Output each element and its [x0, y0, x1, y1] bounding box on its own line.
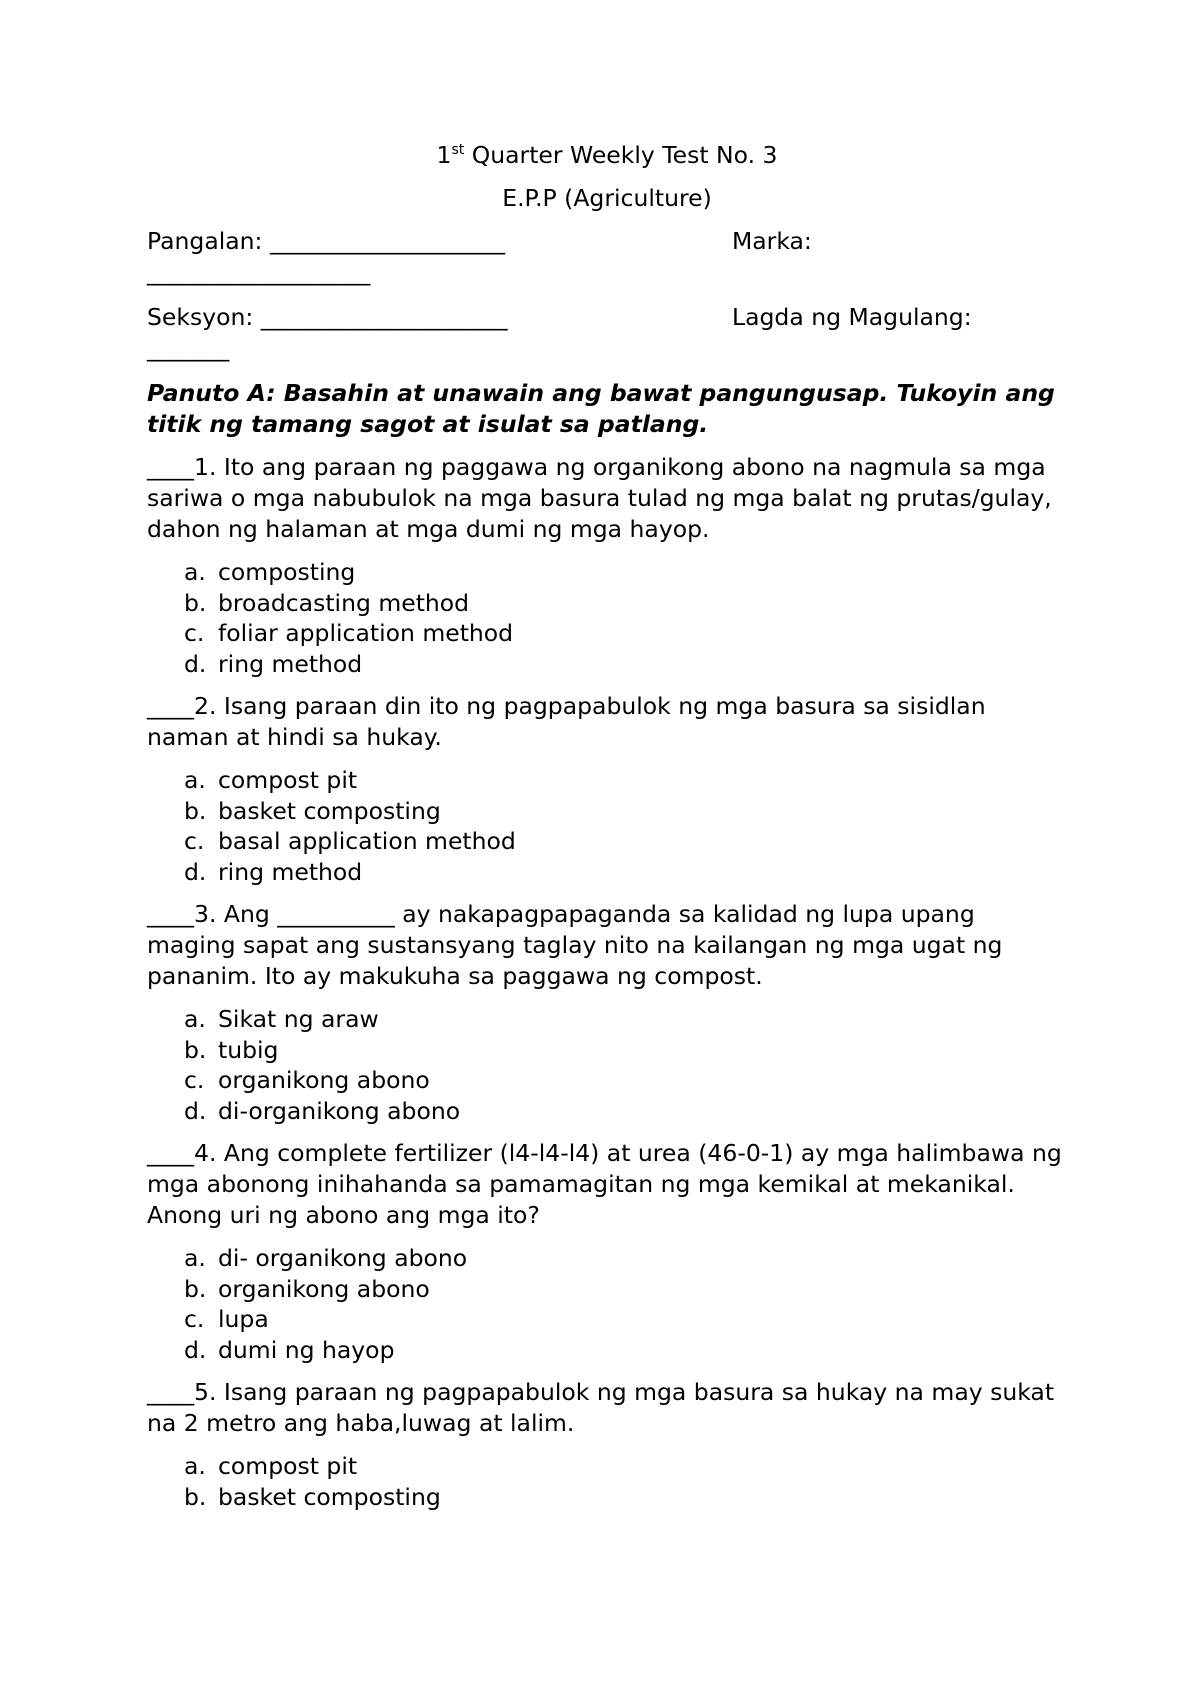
instructions: Panuto A: Basahin at unawain ang bawat pangungusap. Tukoyin ang titik ng tamang sagot at isulat sa patlang.: [147, 379, 1055, 438]
choice-letter: d.: [184, 1096, 207, 1125]
choice: [147, 1243, 1067, 1274]
question-1: ____1. Ito ang paraan ng paggawa ng organikong abono na nagmula sa mga sariwa o mga nabubulok na mga basura tulad ng mga balat ng prutas/gulay, dahon ng halaman at mga dumi ng mga hayop.: [147, 453, 1052, 543]
section-label: Seksyon:: [147, 303, 261, 331]
choice: [147, 1065, 1067, 1096]
name-field: [147, 226, 505, 257]
choice: [147, 1004, 1067, 1035]
choice-letter: d.: [184, 649, 207, 678]
choice: [147, 1482, 1067, 1513]
subject-title: E.P.P (Agriculture): [502, 184, 712, 212]
question-2: ____2. Isang paraan din ito ng pagpapabulok ng mga basura sa sisidlan naman at hindi sa hukay.: [147, 692, 986, 751]
choice-letter: a.: [184, 1005, 206, 1033]
choice-letter: c.: [184, 1066, 205, 1094]
choice-text: tubig: [218, 1035, 279, 1064]
name-grade-row: [147, 226, 1067, 257]
choice-text: basket composting: [218, 796, 441, 825]
choice-letter: b.: [184, 1274, 207, 1303]
choice-text: ring method: [218, 857, 363, 886]
question-3: ____3. Ang __________ ay nakapagpapaganda sa kalidad ng lupa upang maging sapat ang sustansyang taglay nito na kailangan ng mga ugat ng pananim. Ito ay makukuha sa paggawa ng compost.: [147, 900, 1003, 990]
choice-letter: a.: [184, 766, 206, 794]
parent-signature-blank[interactable]: _______: [147, 334, 230, 362]
choice: [147, 1335, 1067, 1366]
title-number: 1: [436, 141, 452, 169]
choice-letter: b.: [184, 588, 207, 617]
choice-text: basal application method: [218, 827, 516, 855]
choice-text: composting: [218, 558, 356, 586]
choice: [147, 588, 1067, 619]
title-text: Quarter Weekly Test No. 3: [464, 141, 778, 169]
choice-text: foliar application method: [218, 619, 514, 647]
question-4-choices: [147, 1243, 1067, 1365]
question-2-choices: [147, 765, 1067, 887]
choice: [147, 765, 1067, 796]
question-4: ____4. Ang complete fertilizer (l4-l4-l4) at urea (46-0-1) ay mga halimbawa ng mga abonong inihahanda sa pamamagitan ng mga kemikal at mekanikal. Anong uri ng abono ang mga ito?: [147, 1139, 1062, 1229]
test-title: [147, 140, 1067, 171]
choice-letter: c.: [184, 827, 205, 855]
choice: [147, 826, 1067, 857]
choice-letter: a.: [184, 1452, 206, 1480]
choice: [147, 557, 1067, 588]
choice-letter: d.: [184, 1335, 207, 1364]
choice: [147, 1096, 1067, 1127]
choice-letter: b.: [184, 796, 207, 825]
section-blank[interactable]: _____________________: [260, 303, 508, 331]
choice: [147, 1304, 1067, 1335]
choice: [147, 796, 1067, 827]
choice: [147, 649, 1067, 680]
grade-label: Marka:: [732, 227, 812, 255]
title-ordinal-suffix: st: [451, 142, 465, 158]
choice-text: di- organikong abono: [218, 1244, 468, 1272]
choice: [147, 1274, 1067, 1305]
choice-letter: d.: [184, 857, 207, 886]
choice-text: compost pit: [218, 766, 358, 794]
question-1-choices: [147, 557, 1067, 679]
choice-text: ring method: [218, 649, 363, 678]
choice-letter: a.: [184, 558, 206, 586]
test-document: [147, 140, 1067, 1524]
choice-letter: c.: [184, 619, 205, 647]
choice-text: lupa: [218, 1305, 269, 1333]
choice-letter: b.: [184, 1482, 207, 1511]
parent-signature-label: Lagda ng Magulang:: [732, 303, 972, 331]
choice: [147, 1451, 1067, 1482]
choice-letter: a.: [184, 1244, 206, 1272]
choice: [147, 857, 1067, 888]
choice: [147, 1035, 1067, 1066]
question-5: ____5. Isang paraan ng pagpapabulok ng mga basura sa hukay na may sukat na 2 metro ang haba,luwag at lalim.: [147, 1378, 1055, 1437]
choice: [147, 618, 1067, 649]
choice-text: dumi ng hayop: [218, 1335, 395, 1364]
choice-text: organikong abono: [218, 1274, 430, 1303]
section-field: [147, 302, 508, 333]
choice-text: broadcasting method: [218, 588, 470, 617]
name-label: Pangalan:: [147, 227, 270, 255]
choice-text: di-organikong abono: [218, 1096, 461, 1125]
choice-text: basket composting: [218, 1482, 441, 1511]
choice-text: organikong abono: [218, 1066, 430, 1094]
name-blank[interactable]: ____________________: [269, 227, 505, 255]
choice-text: compost pit: [218, 1452, 358, 1480]
question-3-choices: [147, 1004, 1067, 1126]
grade-blank[interactable]: ___________________: [147, 258, 371, 286]
question-5-choices: [147, 1451, 1067, 1512]
choice-text: Sikat ng araw: [218, 1005, 379, 1033]
choice-letter: b.: [184, 1035, 207, 1064]
choice-letter: c.: [184, 1305, 205, 1333]
section-signature-row: [147, 302, 1067, 333]
